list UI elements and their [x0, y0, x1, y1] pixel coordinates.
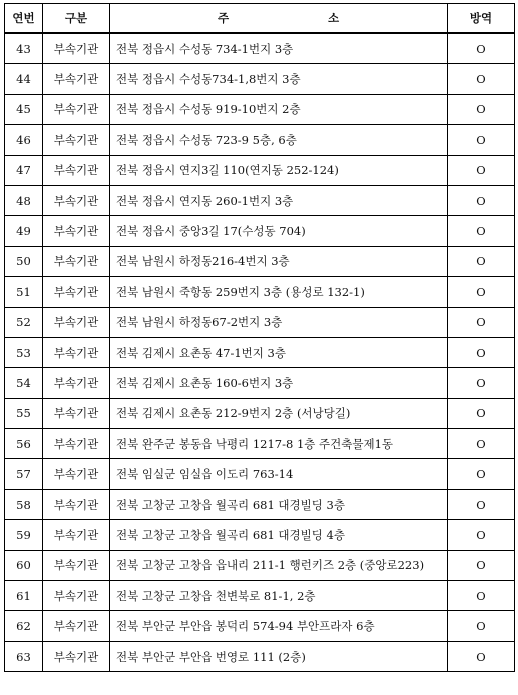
row-type: 부속기관	[43, 398, 110, 428]
table-row	[5, 550, 515, 580]
row-number: 44	[5, 64, 43, 94]
row-address: 전북 정읍시 수성동734-1,8번지 3층	[110, 64, 448, 94]
row-disinfection-mark: O	[448, 337, 515, 367]
row-number: 45	[5, 94, 43, 124]
table-row	[5, 216, 515, 246]
row-address: 전북 고창군 고창읍 월곡리 681 대경빌딩 4층	[110, 520, 448, 550]
header-address	[110, 4, 448, 34]
row-disinfection-mark: O	[448, 33, 515, 64]
table-row	[5, 398, 515, 428]
row-disinfection-mark: O	[448, 429, 515, 459]
table-row	[5, 611, 515, 641]
row-number: 46	[5, 125, 43, 155]
row-type: 부속기관	[43, 520, 110, 550]
row-address: 전북 고창군 고창읍 월곡리 681 대경빌딩 3층	[110, 489, 448, 519]
row-number: 48	[5, 185, 43, 215]
row-address: 전북 부안군 부안읍 봉덕리 574-94 부안프라자 6층	[110, 611, 448, 641]
row-disinfection-mark: O	[448, 64, 515, 94]
row-address: 전북 정읍시 중앙3길 17(수성동 704)	[110, 216, 448, 246]
row-type: 부속기관	[43, 277, 110, 307]
table-row	[5, 581, 515, 611]
table-row	[5, 277, 515, 307]
row-address: 전북 고창군 고창읍 천변북로 81-1, 2층	[110, 581, 448, 611]
table-row	[5, 641, 515, 671]
facility-table	[4, 3, 515, 672]
row-address: 전북 김제시 요촌동 47-1번지 3층	[110, 337, 448, 367]
table-row	[5, 520, 515, 550]
row-disinfection-mark: O	[448, 550, 515, 580]
header-disinfection: 방역	[448, 4, 515, 34]
row-address: 전북 임실군 임실읍 이도리 763-14	[110, 459, 448, 489]
row-number: 43	[5, 33, 43, 64]
table-row	[5, 125, 515, 155]
table-row	[5, 459, 515, 489]
row-disinfection-mark: O	[448, 641, 515, 671]
row-number: 56	[5, 429, 43, 459]
row-disinfection-mark: O	[448, 611, 515, 641]
row-number: 50	[5, 246, 43, 276]
facility-list	[4, 3, 515, 672]
row-disinfection-mark: O	[448, 216, 515, 246]
row-number: 54	[5, 368, 43, 398]
row-type: 부속기관	[43, 94, 110, 124]
row-type: 부속기관	[43, 216, 110, 246]
row-number: 47	[5, 155, 43, 185]
table-row	[5, 246, 515, 276]
row-disinfection-mark: O	[448, 277, 515, 307]
row-disinfection-mark: O	[448, 94, 515, 124]
header-address-a: 주	[217, 11, 230, 25]
row-disinfection-mark: O	[448, 581, 515, 611]
row-type: 부속기관	[43, 185, 110, 215]
row-address: 전북 정읍시 수성동 723-9 5층, 6층	[110, 125, 448, 155]
row-number: 63	[5, 641, 43, 671]
row-address: 전북 남원시 하정동67-2번지 3층	[110, 307, 448, 337]
row-address: 전북 정읍시 수성동 734-1번지 3층	[110, 33, 448, 64]
table-row	[5, 307, 515, 337]
row-type: 부속기관	[43, 246, 110, 276]
row-type: 부속기관	[43, 581, 110, 611]
row-type: 부속기관	[43, 64, 110, 94]
header-address-b: 소	[327, 11, 340, 25]
row-number: 58	[5, 489, 43, 519]
row-disinfection-mark: O	[448, 459, 515, 489]
row-number: 49	[5, 216, 43, 246]
row-address: 전북 김제시 요촌동 212-9번지 2층 (서낭당길)	[110, 398, 448, 428]
row-address: 전북 남원시 하정동216-4번지 3층	[110, 246, 448, 276]
table-header-row	[5, 4, 515, 34]
row-address: 전북 정읍시 연지3길 110(연지동 252-124)	[110, 155, 448, 185]
row-number: 62	[5, 611, 43, 641]
row-type: 부속기관	[43, 459, 110, 489]
table-row	[5, 33, 515, 64]
row-address: 전북 정읍시 수성동 919-10번지 2층	[110, 94, 448, 124]
row-number: 55	[5, 398, 43, 428]
table-body	[5, 33, 515, 672]
row-type: 부속기관	[43, 125, 110, 155]
row-number: 57	[5, 459, 43, 489]
row-type: 부속기관	[43, 155, 110, 185]
row-type: 부속기관	[43, 641, 110, 671]
table-row	[5, 337, 515, 367]
row-type: 부속기관	[43, 611, 110, 641]
row-type: 부속기관	[43, 368, 110, 398]
row-disinfection-mark: O	[448, 246, 515, 276]
row-number: 53	[5, 337, 43, 367]
table-row	[5, 489, 515, 519]
row-disinfection-mark: O	[448, 368, 515, 398]
row-number: 61	[5, 581, 43, 611]
row-address: 전북 고창군 고창읍 읍내리 211-1 행런키즈 2층 (중앙로223)	[110, 550, 448, 580]
row-address: 전북 완주군 봉동읍 낙평리 1217-8 1층 주건축물제1동	[110, 429, 448, 459]
header-no: 연번	[5, 4, 43, 34]
row-number: 60	[5, 550, 43, 580]
row-type: 부속기관	[43, 550, 110, 580]
table-row	[5, 64, 515, 94]
row-disinfection-mark: O	[448, 125, 515, 155]
row-address: 전북 남원시 죽항동 259번지 3층 (용성로 132-1)	[110, 277, 448, 307]
row-address: 전북 정읍시 연지동 260-1번지 3층	[110, 185, 448, 215]
table-row	[5, 94, 515, 124]
row-address: 전북 김제시 요촌동 160-6번지 3층	[110, 368, 448, 398]
row-type: 부속기관	[43, 33, 110, 64]
row-disinfection-mark: O	[448, 489, 515, 519]
row-disinfection-mark: O	[448, 398, 515, 428]
row-number: 52	[5, 307, 43, 337]
table-row	[5, 185, 515, 215]
row-disinfection-mark: O	[448, 155, 515, 185]
row-number: 59	[5, 520, 43, 550]
row-disinfection-mark: O	[448, 307, 515, 337]
header-type: 구분	[43, 4, 110, 34]
table-row	[5, 155, 515, 185]
table-row	[5, 368, 515, 398]
row-address: 전북 부안군 부안읍 번영로 111 (2층)	[110, 641, 448, 671]
row-type: 부속기관	[43, 307, 110, 337]
table-row	[5, 429, 515, 459]
row-type: 부속기관	[43, 429, 110, 459]
row-disinfection-mark: O	[448, 185, 515, 215]
row-disinfection-mark: O	[448, 520, 515, 550]
row-type: 부속기관	[43, 489, 110, 519]
row-type: 부속기관	[43, 337, 110, 367]
row-number: 51	[5, 277, 43, 307]
